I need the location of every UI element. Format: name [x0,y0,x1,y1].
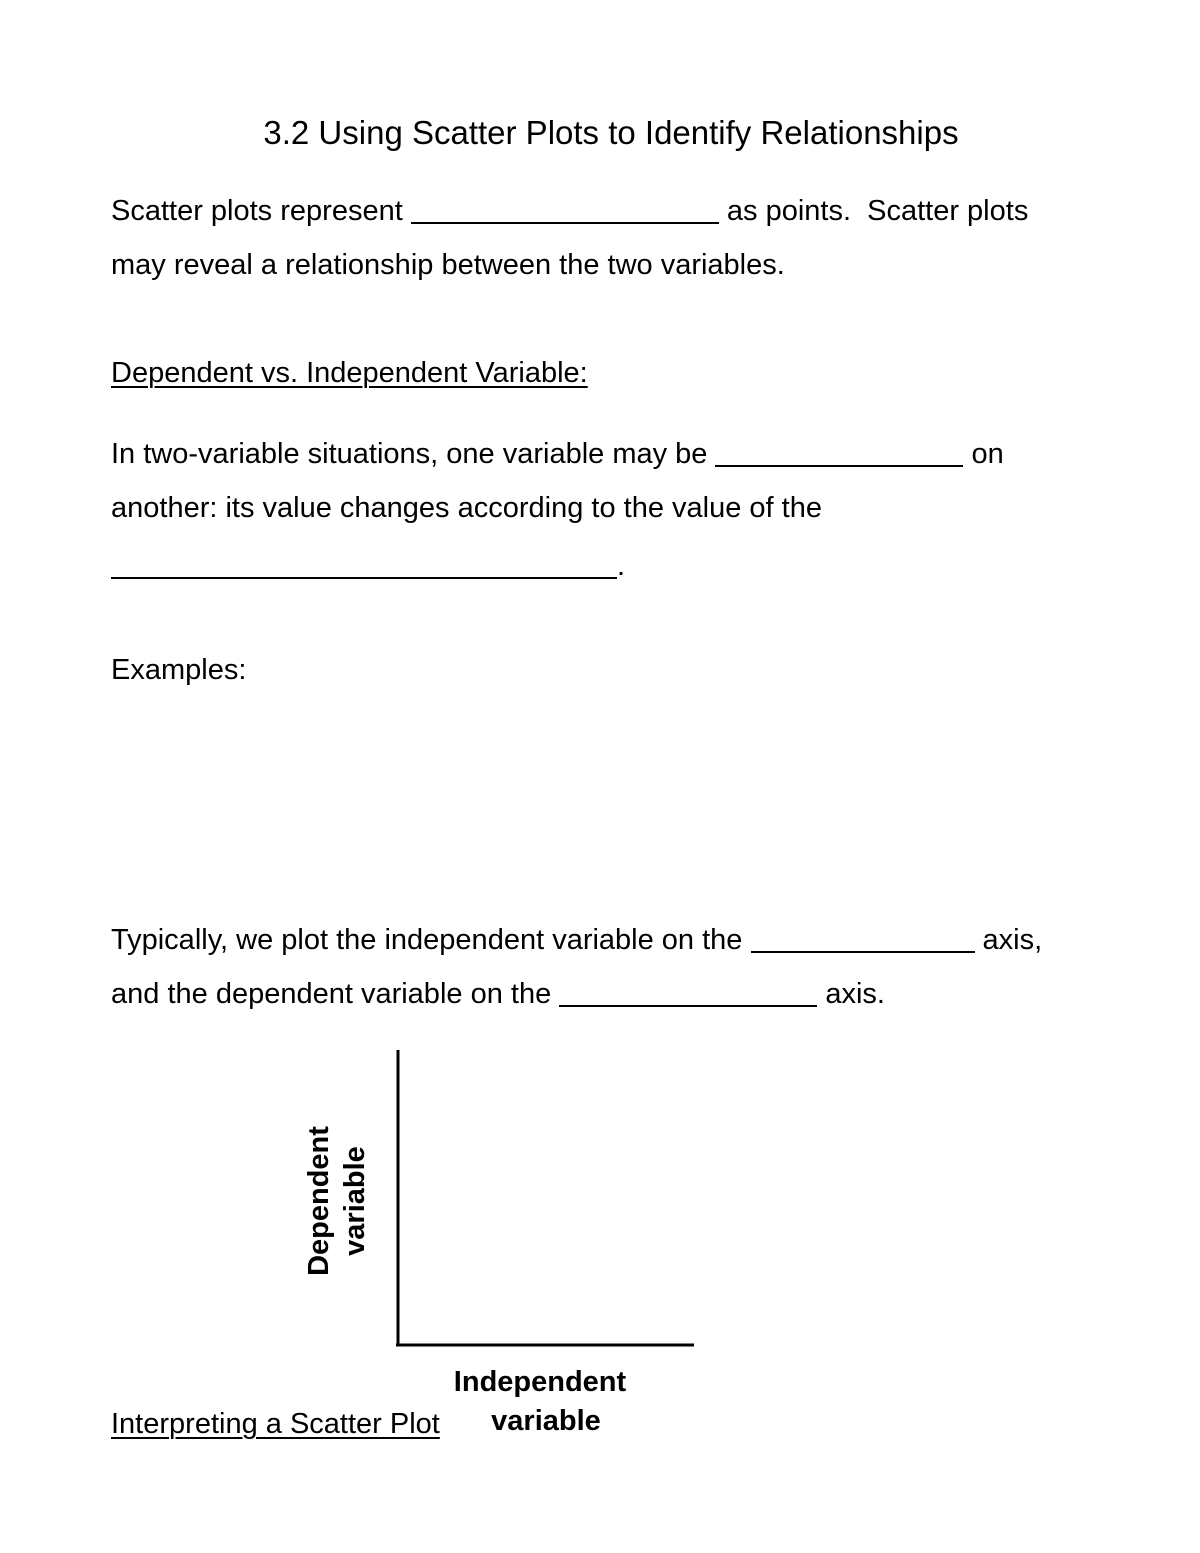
x-axis-label-line2: variable [491,1405,601,1437]
fill-in-blank[interactable] [559,979,817,1007]
y-axis-label-line2: variable [339,1146,371,1256]
fill-in-blank[interactable] [715,439,963,467]
text-segment: Scatter plots represent [111,195,411,227]
paragraph-line [111,548,625,584]
paragraph-line: another: its value changes according to the value of the [111,492,822,524]
paragraph-line: may reveal a relationship between the two variables. [111,249,785,281]
text-segment: . [617,550,626,582]
paragraph-axis-placement-line2 [111,976,885,1012]
paragraph-dependent-definition [111,436,1004,472]
fill-in-blank[interactable] [111,551,617,579]
section-heading-interpreting: Interpreting a Scatter Plot [111,1408,440,1440]
page-title: 3.2 Using Scatter Plots to Identify Relationships [263,114,959,151]
paragraph-axis-placement [111,922,1042,958]
text-segment: In two-variable situations, one variable may be [111,438,716,470]
x-axis-label-line1: Independent [453,1366,627,1398]
y-axis-label-line1: Dependent [303,1126,335,1276]
text-segment: and the dependent variable on the [111,978,560,1010]
fill-in-blank[interactable] [751,925,975,953]
text-segment: as points. Scatter plots [718,195,1029,227]
text-segment: axis, [974,924,1043,956]
examples-label: Examples: [111,654,247,686]
text-segment: on [963,438,1004,470]
y-axis-label [301,1101,381,1301]
fill-in-blank[interactable] [411,196,719,224]
paragraph-scatter-definition [111,193,1028,229]
section-heading-dependent-independent: Dependent vs. Independent Variable: [111,357,588,389]
text-segment: Typically, we plot the independent variable on the [111,924,751,956]
text-segment: axis. [817,978,885,1010]
